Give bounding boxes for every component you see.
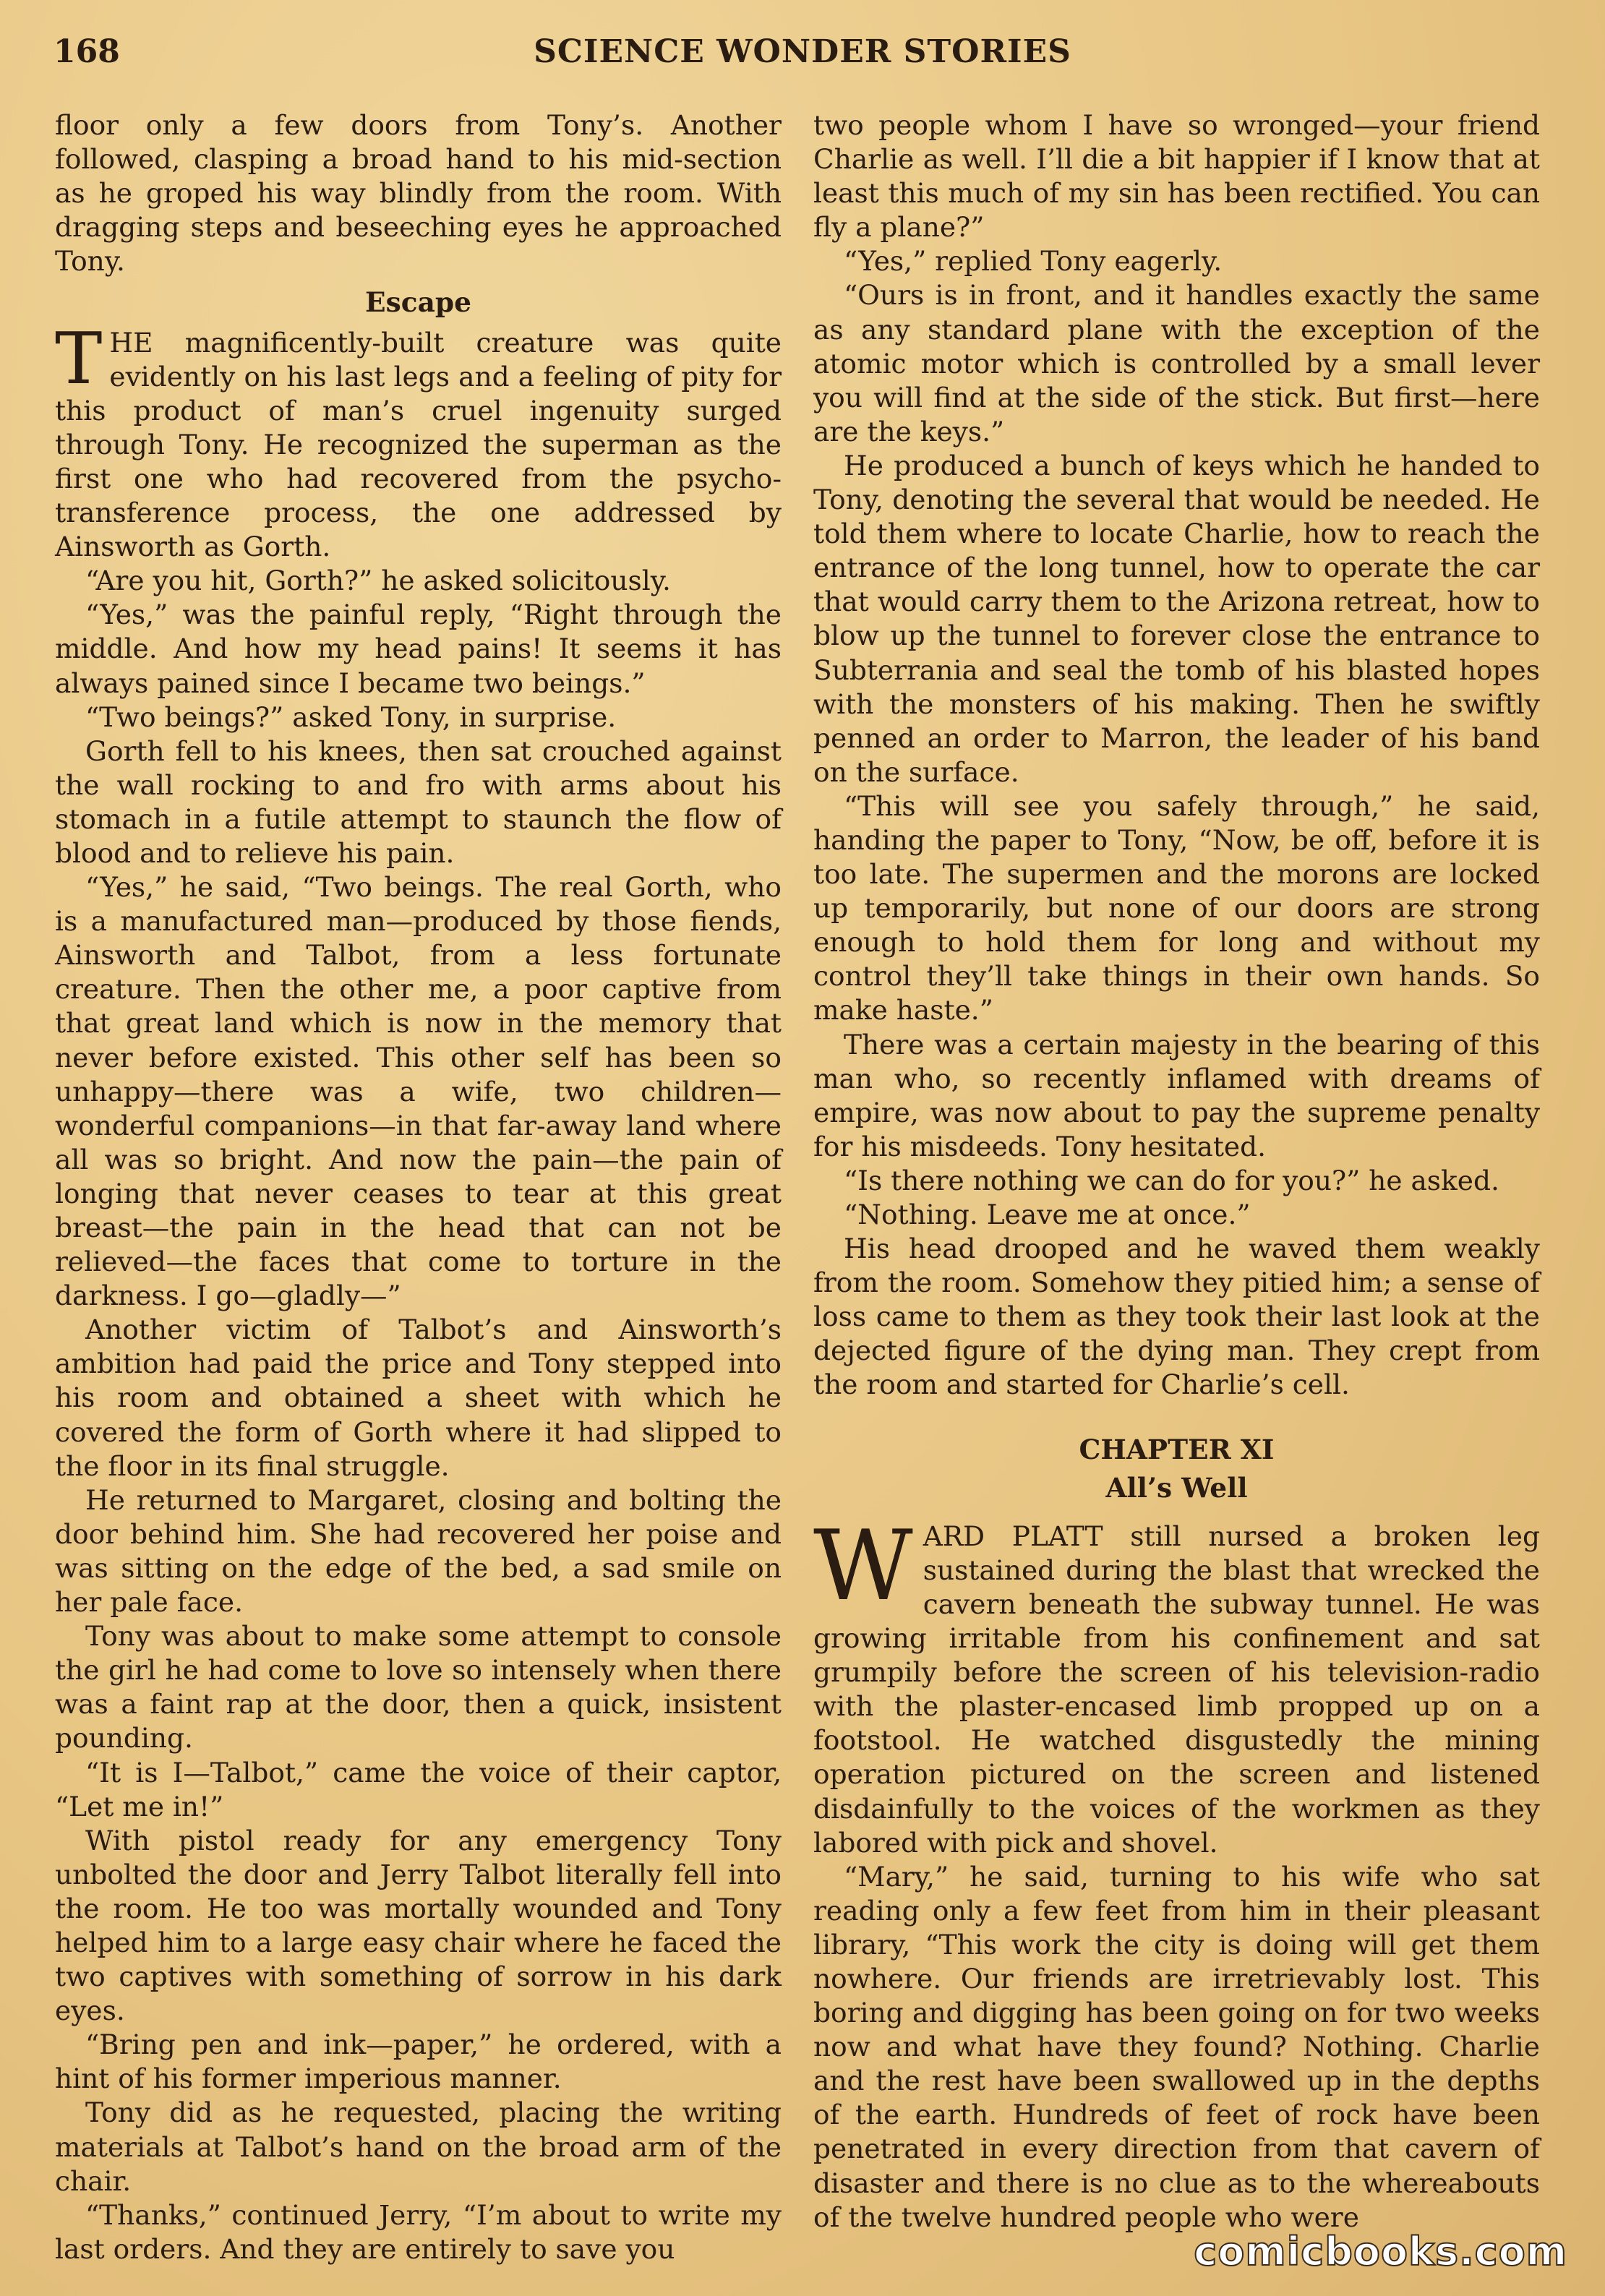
paragraph: “Two beings?” asked Tony, in surprise. bbox=[85, 701, 617, 733]
paragraph: He produced a bunch of keys which he handed to Tony, denoting the several that would be needed. He told them where to locate Charlie, how to reach the entrance of the long tunnel, how to operate the car that would carry them to the Arizona retreat, how to blow up the tunnel to forever close the entrance to Subterrania and seal the tomb of his blasted hopes with the monsters of his making. Then he swiftly penned an order to Marron, the leader of his band on the surface. bbox=[813, 449, 1540, 788]
paragraph: two people whom I have so wronged—your friend Charlie as well. I’ll die a bit happier if I know that at least this much of my sin has been rectified. You can fly a plane?” bbox=[813, 109, 1540, 244]
drop-cap: W bbox=[813, 1509, 913, 1622]
chapter-heading: CHAPTER XI bbox=[1079, 1433, 1275, 1465]
running-head: SCIENCE WONDER STORIES bbox=[534, 33, 1071, 70]
paragraph: “Yes,” was the painful reply, “Right through the middle. And how my head pains! It seems it has always pained since I became two beings.” bbox=[55, 599, 782, 699]
paragraph: Another victim of Talbot’s and Ainsworth’s ambition had paid the price and Tony stepped into his room and obtained a sheet with which he covered the form of Gorth where it had slipped to the floor in its final struggle. bbox=[55, 1314, 782, 1482]
paragraph: “Are you hit, Gorth?” he asked solicitously. bbox=[85, 565, 671, 597]
paragraph: “Ours is in front, and it handles exactly the same as any standard plane with the exception of the atomic motor which is controlled by a small lever you will find at the side of the stick. But first—here are the keys.” bbox=[813, 279, 1540, 447]
chapter-title: All’s Well bbox=[1105, 1471, 1248, 1504]
watermark: comicbooks.com bbox=[1194, 2229, 1567, 2274]
lead-caps: ARD PLATT bbox=[923, 1520, 1103, 1552]
section-heading: Escape bbox=[365, 286, 471, 319]
paragraph: “This will see you safely through,” he said, handing the paper to Tony, “Now, be off, before it is too late. The supermen and the morons are locked up temporarily, but none of our doors are strong enough to hold them for long and without my control they’ll take things in their own hands. So make haste.” bbox=[813, 789, 1540, 1027]
paragraph: Tony did as he requested, placing the writing materials at Talbot’s hand on the broad arm of the chair. bbox=[55, 2096, 782, 2197]
paragraph: “Yes,” he said, “Two beings. The real Gorth, who is a manufactured man—produced by those fiends, Ainsworth and Talbot, from a less fortunate creature. Then the other me, a poor captive from that great land which is now in the memory that never before existed. This other self has been so unhappy—there was a wife, two children—wonderful companions—in that far-away land where all was so bright. And now the pain—the pain of longing that never ceases to tear at this great breast—the pain in the head that can not be relieved—the faces that come to torture in the darkness. I go—gladly—” bbox=[55, 871, 782, 1312]
paragraph: “Thanks,” continued Jerry, “I’m about to write my last orders. And they are entirely to save you bbox=[55, 2198, 782, 2265]
paragraph: He returned to Margaret, closing and bolting the door behind him. She had recovered her poise and was sitting on the edge of the bed, a sad smile on her pale face. bbox=[55, 1483, 782, 1619]
paragraph: “Mary,” he said, turning to his wife who sat reading only a few feet from him in their pleasant library, “This work the city is doing will get them nowhere. Our friends are irretrievably lost. This boring and digging has been going on for two weeks now and what have they found? Nothing. Charlie and the rest have been swallowed up in the depths of the earth. Hundreds of feet of rock have been penetrated in every direction from that cavern of disaster and there is no clue as to the whereabouts of the twelve hundred people who were bbox=[813, 1860, 1540, 2233]
paragraph: “Is there nothing we can do for you?” he asked. bbox=[844, 1164, 1499, 1196]
paragraph: “It is I—Talbot,” came the voice of their captor, “Let me in!” bbox=[55, 1756, 782, 1822]
paragraph: “Nothing. Leave me at once.” bbox=[844, 1199, 1251, 1230]
paragraph: floor only a few doors from Tony’s. Another followed, clasping a broad hand to his mid-section as he groped his way blindly from the room. With dragging steps and beseeching eyes he approached Tony. bbox=[55, 109, 782, 278]
paragraph bbox=[813, 1509, 1540, 1860]
paragraph: His head drooped and he waved them weakly from the room. Somehow they pitied him; a sense of loss came to them as they took their last look at the dejected figure of the dying man. They crept from the room and started for Charlie’s cell. bbox=[813, 1233, 1540, 1401]
paragraph: “Yes,” replied Tony eagerly. bbox=[844, 245, 1223, 278]
paragraph: There was a certain majesty in the bearing of this man who, so recently inflamed with dreams of empire, was now about to pay the supreme penalty for his misdeeds. Tony hesitated. bbox=[813, 1028, 1540, 1162]
paragraph-text: magnificently-built creature was quite evidently on his last legs and a feeling of pity for this product of man’s cruel ingenuity surged through Tony. He recognized the superman as the first one who had recovered from the psycho-transference process, the one addressed by Ainsworth as Gorth. bbox=[55, 326, 782, 563]
lead-caps: HE bbox=[109, 326, 153, 359]
paragraph: “Bring pen and ink—paper,” he ordered, with a hint of his former imperious manner. bbox=[55, 2029, 782, 2095]
drop-cap: T bbox=[55, 317, 103, 400]
left-column bbox=[55, 108, 782, 2266]
page-number: 168 bbox=[54, 33, 120, 70]
paragraph-text: still nursed a broken leg sustained during the blast that wrecked the cavern beneath the subway tunnel. He was growing irritable from his confinement and sat grumpily before the screen of his television-radio with the plaster-encased limb propped up on a footstool. He watched disgustedly the mining operation pictured on the screen and listened disdainfully to the voices of the workmen as they labored with pick and shovel. bbox=[813, 1520, 1540, 1859]
paragraph: Tony was about to make some attempt to console the girl he had come to love so intensely when there was a faint rap at the door, then a quick, insistent pounding. bbox=[55, 1620, 782, 1755]
paragraph: Gorth fell to his knees, then sat crouched against the wall rocking to and fro with arms about his stomach in a futile attempt to staunch the flow of blood and to relieve his pain. bbox=[55, 734, 782, 869]
paragraph bbox=[55, 317, 782, 565]
right-column bbox=[813, 108, 1540, 2235]
paragraph: With pistol ready for any emergency Tony unbolted the door and Jerry Talbot literally fell into the room. He too was mortally wounded and Tony helped him to a large easy chair where he faced the two captives with something of sorrow in his dark eyes. bbox=[55, 1824, 782, 2027]
